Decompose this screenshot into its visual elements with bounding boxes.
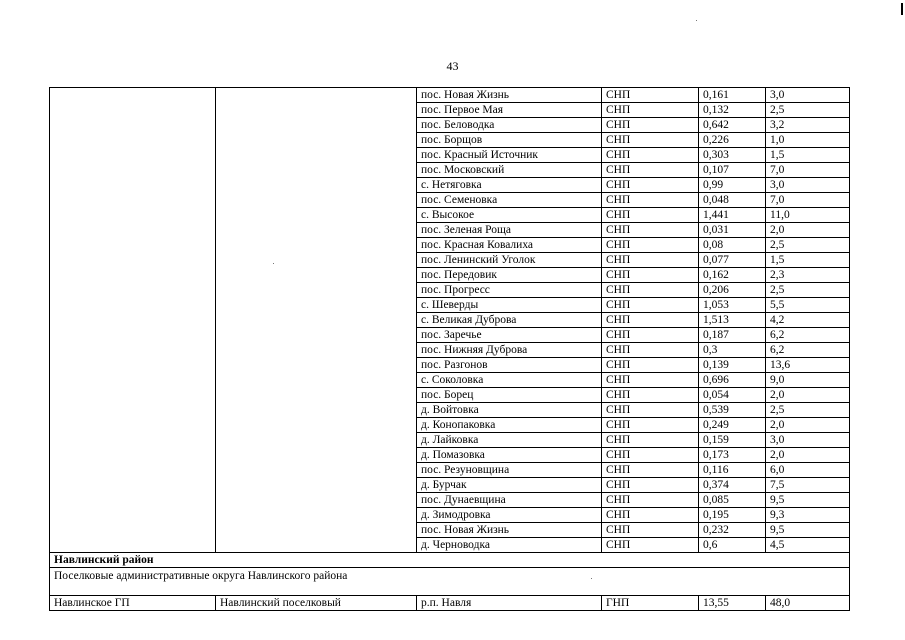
settlement-type-cell: СНП bbox=[602, 373, 699, 388]
value1-cell: 0,3 bbox=[699, 343, 766, 358]
value1-cell: 0,173 bbox=[699, 448, 766, 463]
value1-cell: 1,053 bbox=[699, 298, 766, 313]
settlement-type-cell: СНП bbox=[602, 538, 699, 553]
settlement-name-cell: д. Зимодровка bbox=[417, 508, 602, 523]
settlement-type-cell: СНП bbox=[602, 388, 699, 403]
value1-cell: 0,031 bbox=[699, 223, 766, 238]
value1-cell: 0,303 bbox=[699, 148, 766, 163]
okrug-title: Поселковые административные округа Навлинского района bbox=[50, 568, 850, 596]
value2-cell: 9,5 bbox=[766, 523, 850, 538]
value2-cell: 2,5 bbox=[766, 403, 850, 418]
settlement-type-cell: СНП bbox=[602, 478, 699, 493]
settlement-type-cell: СНП bbox=[602, 433, 699, 448]
settlement-name-cell: пос. Борец bbox=[417, 388, 602, 403]
value1-cell: 0,249 bbox=[699, 418, 766, 433]
settlement-name-cell: пос. Нижняя Дуброва bbox=[417, 343, 602, 358]
value2-cell: 9,0 bbox=[766, 373, 850, 388]
settlement-name-cell: пос. Ленинский Уголок bbox=[417, 253, 602, 268]
value2-cell: 5,5 bbox=[766, 298, 850, 313]
value2-cell: 2,0 bbox=[766, 418, 850, 433]
settlement-type-cell: СНП bbox=[602, 418, 699, 433]
district-row bbox=[50, 553, 850, 568]
value1-cell: 0,195 bbox=[699, 508, 766, 523]
value2-cell: 7,0 bbox=[766, 193, 850, 208]
settlement-name-cell: с. Шеверды bbox=[417, 298, 602, 313]
settlement-name-cell: пос. Беловодка bbox=[417, 118, 602, 133]
settlement-name-cell: пос. Передовик bbox=[417, 268, 602, 283]
settlement-name-cell: д. Помазовка bbox=[417, 448, 602, 463]
settlement-type-cell: СНП bbox=[602, 253, 699, 268]
okrug-cell: Навлинский поселковый bbox=[216, 596, 417, 611]
value1-cell: 0,99 bbox=[699, 178, 766, 193]
settlement-name-cell: с. Нетяговка bbox=[417, 178, 602, 193]
value2-cell: 6,2 bbox=[766, 328, 850, 343]
settlement-type-cell: СНП bbox=[602, 313, 699, 328]
value1-cell: 0,139 bbox=[699, 358, 766, 373]
value2-cell: 3,0 bbox=[766, 433, 850, 448]
value2-cell: 4,5 bbox=[766, 538, 850, 553]
value1-cell: 0,374 bbox=[699, 478, 766, 493]
okrug-row bbox=[50, 568, 850, 596]
value1-cell: 0,539 bbox=[699, 403, 766, 418]
settlement-type-cell: СНП bbox=[602, 493, 699, 508]
settlement-type-cell: СНП bbox=[602, 163, 699, 178]
value1-cell: 0,048 bbox=[699, 193, 766, 208]
settlement-type-cell: СНП bbox=[602, 283, 699, 298]
value1-cell: 0,107 bbox=[699, 163, 766, 178]
scan-speck bbox=[696, 20, 697, 21]
value1-cell: 0,054 bbox=[699, 388, 766, 403]
settlement-name-cell: пос. Дунаевщина bbox=[417, 493, 602, 508]
value1-cell: 0,161 bbox=[699, 88, 766, 103]
value1-cell: 0,085 bbox=[699, 493, 766, 508]
settlement-name-cell: пос. Резуновщина bbox=[417, 463, 602, 478]
municipality-cell: Навлинское ГП bbox=[50, 596, 216, 611]
settlement-type-cell: СНП bbox=[602, 193, 699, 208]
settlement-name-cell: с. Соколовка bbox=[417, 373, 602, 388]
value2-cell: 1,5 bbox=[766, 148, 850, 163]
settlement-name-cell: д. Конопаковка bbox=[417, 418, 602, 433]
district-title: Навлинский район bbox=[50, 553, 850, 568]
settlement-name-cell: с. Великая Дуброва bbox=[417, 313, 602, 328]
settlement-type-cell: СНП bbox=[602, 118, 699, 133]
value2-cell: 3,0 bbox=[766, 178, 850, 193]
settlement-name-cell: пос. Красный Источник bbox=[417, 148, 602, 163]
settlement-type-cell: СНП bbox=[602, 268, 699, 283]
settlement-name-cell: пос. Новая Жизнь bbox=[417, 88, 602, 103]
value2-cell: 2,0 bbox=[766, 388, 850, 403]
value1-cell: 0,642 bbox=[699, 118, 766, 133]
value1-cell: 1,513 bbox=[699, 313, 766, 328]
value2-cell: 4,2 bbox=[766, 313, 850, 328]
settlement-name-cell: р.п. Навля bbox=[417, 596, 602, 611]
value1-cell: 0,696 bbox=[699, 373, 766, 388]
value2-cell: 7,0 bbox=[766, 163, 850, 178]
settlement-name-cell: пос. Разгонов bbox=[417, 358, 602, 373]
settlement-type-cell: СНП bbox=[602, 343, 699, 358]
settlement-name-cell: пос. Семеновка bbox=[417, 193, 602, 208]
settlement-name-cell: пос. Зеленая Роща bbox=[417, 223, 602, 238]
settlement-type-cell: СНП bbox=[602, 463, 699, 478]
value2-cell: 2,5 bbox=[766, 283, 850, 298]
settlement-type-cell: СНП bbox=[602, 238, 699, 253]
settlement-name-cell: пос. Новая Жизнь bbox=[417, 523, 602, 538]
settlement-name-cell: д. Бурчак bbox=[417, 478, 602, 493]
value2-cell: 13,6 bbox=[766, 358, 850, 373]
settlement-type-cell: СНП bbox=[602, 88, 699, 103]
page-number: 43 bbox=[446, 59, 459, 73]
value1-cell: 0,187 bbox=[699, 328, 766, 343]
value2-cell: 3,2 bbox=[766, 118, 850, 133]
settlement-name-cell: пос. Красная Ковалиха bbox=[417, 238, 602, 253]
value2-cell: 9,3 bbox=[766, 508, 850, 523]
settlement-type-cell: СНП bbox=[602, 223, 699, 238]
value1-cell: 0,08 bbox=[699, 238, 766, 253]
value1-cell: 0,206 bbox=[699, 283, 766, 298]
settlements-table bbox=[49, 87, 850, 611]
settlement-name-cell: пос. Прогресс bbox=[417, 283, 602, 298]
settlement-name-cell: д. Войтовка bbox=[417, 403, 602, 418]
value2-cell: 2,0 bbox=[766, 448, 850, 463]
value2-cell: 6,0 bbox=[766, 463, 850, 478]
value2-cell: 48,0 bbox=[766, 596, 850, 611]
value1-cell: 13,55 bbox=[699, 596, 766, 611]
value2-cell: 11,0 bbox=[766, 208, 850, 223]
merged-municipality-cell bbox=[50, 88, 216, 553]
settlement-name-cell: с. Высокое bbox=[417, 208, 602, 223]
settlement-name-cell: д. Лайковка bbox=[417, 433, 602, 448]
value2-cell: 3,0 bbox=[766, 88, 850, 103]
settlement-type-cell: ГНП bbox=[602, 596, 699, 611]
settlement-name-cell: пос. Борщов bbox=[417, 133, 602, 148]
settlement-type-cell: СНП bbox=[602, 103, 699, 118]
table-row bbox=[50, 88, 850, 103]
value2-cell: 9,5 bbox=[766, 493, 850, 508]
settlement-type-cell: СНП bbox=[602, 403, 699, 418]
value2-cell: 2,5 bbox=[766, 238, 850, 253]
value2-cell: 6,2 bbox=[766, 343, 850, 358]
value1-cell: 0,077 bbox=[699, 253, 766, 268]
value2-cell: 2,0 bbox=[766, 223, 850, 238]
last-data-row bbox=[50, 596, 850, 611]
value1-cell: 0,132 bbox=[699, 103, 766, 118]
value2-cell: 1,5 bbox=[766, 253, 850, 268]
value2-cell: 2,5 bbox=[766, 103, 850, 118]
value1-cell: 1,441 bbox=[699, 208, 766, 223]
value1-cell: 0,6 bbox=[699, 538, 766, 553]
settlement-type-cell: СНП bbox=[602, 523, 699, 538]
value1-cell: 0,159 bbox=[699, 433, 766, 448]
settlement-name-cell: пос. Заречье bbox=[417, 328, 602, 343]
value2-cell: 2,3 bbox=[766, 268, 850, 283]
settlement-type-cell: СНП bbox=[602, 178, 699, 193]
value2-cell: 7,5 bbox=[766, 478, 850, 493]
value1-cell: 0,232 bbox=[699, 523, 766, 538]
settlement-type-cell: СНП bbox=[602, 508, 699, 523]
settlement-type-cell: СНП bbox=[602, 133, 699, 148]
settlement-type-cell: СНП bbox=[602, 298, 699, 313]
value1-cell: 0,116 bbox=[699, 463, 766, 478]
settlement-name-cell: д. Черноводка bbox=[417, 538, 602, 553]
settlement-type-cell: СНП bbox=[602, 358, 699, 373]
value1-cell: 0,162 bbox=[699, 268, 766, 283]
merged-okrug-cell bbox=[216, 88, 417, 553]
settlement-type-cell: СНП bbox=[602, 148, 699, 163]
settlement-type-cell: СНП bbox=[602, 328, 699, 343]
settlement-type-cell: СНП bbox=[602, 448, 699, 463]
settlement-name-cell: пос. Московский bbox=[417, 163, 602, 178]
settlement-type-cell: СНП bbox=[602, 208, 699, 223]
scan-edge-mark bbox=[901, 3, 903, 15]
settlements-table-body bbox=[50, 88, 850, 553]
settlement-name-cell: пос. Первое Мая bbox=[417, 103, 602, 118]
value2-cell: 1,0 bbox=[766, 133, 850, 148]
value1-cell: 0,226 bbox=[699, 133, 766, 148]
